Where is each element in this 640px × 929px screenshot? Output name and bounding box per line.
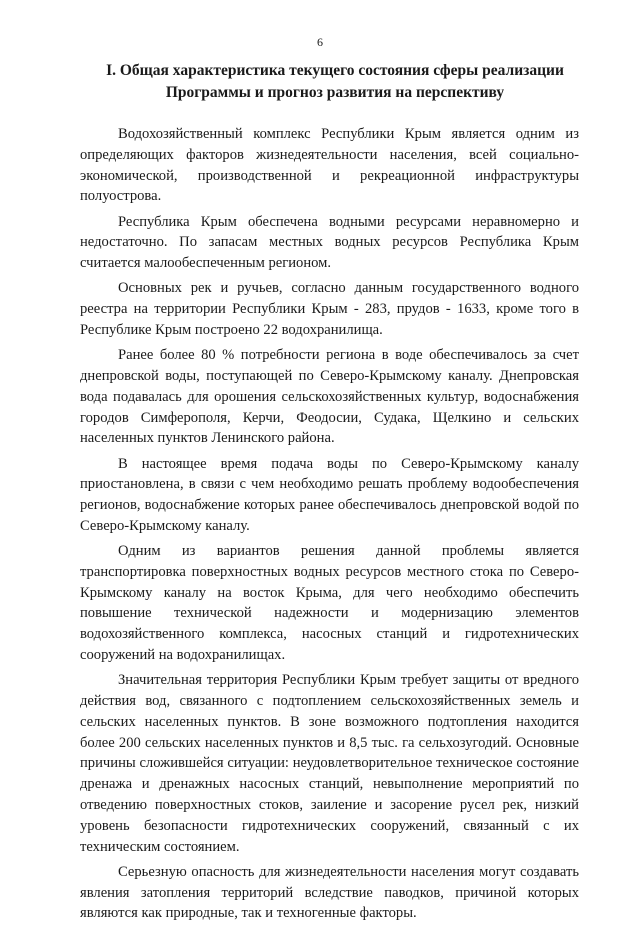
- document-body: [80, 124, 579, 929]
- paragraph-dnieper-water: Ранее более 80 % потребности региона в воде обеспечивалось за счет днепровской воды, поступающей по Северо-Крымскому каналу. Днепровская вода подавалась для орошения сельскохозяйственных культур, водоснабжения городов Симферополя, Керчи, Феодосии, Судака, Щелкино и сельских населенных пунктов Ленинского района.: [80, 347, 579, 447]
- paragraph-water-resources: Республика Крым обеспечена водными ресурсами неравномерно и недостаточно. По запасам местных водных ресурсов Республика Крым считается малообеспеченным регионом.: [80, 213, 579, 272]
- section-heading-line-1: I. Общая характеристика текущего состояния сферы реализации: [106, 62, 564, 79]
- paragraph-flooding-protection: Значительная территория Республики Крым требует защиты от вредного действия вод, связанного с подтоплением сельскохозяйственных земель и сельских населенных пунктов. В зоне возможного подтопления находится более 200 сельских населенных пунктов и 8,5 тыс. га сельхозугодий. Основные причины сложившейся ситуации: неудовлетворительное техническое состояние дренажа и дренажных насосных станций, невыполнение мероприятий по отведению поверхностных стоков, заиление и засорение русел рек, низкий уровень безопасности гидротехнических сооружений, связанный с их техническим состоянием.: [80, 672, 579, 855]
- paragraph-flood-danger: Серьезную опасность для жизнедеятельности населения могут создавать явления затопления территорий вследствие паводков, причиной которых являются как природные, так и техногенные факторы.: [80, 863, 579, 922]
- section-heading-line-2: Программы и прогноз развития на перспективу: [165, 84, 505, 101]
- paragraph-rivers-reservoirs: Основных рек и ручьев, согласно данным государственного водного реестра на территории Республики Крым - 283, прудов - 1633, кроме того в Республике Крым построено 22 водохранилища.: [80, 280, 579, 338]
- paragraph-water-complex: Водохозяйственный комплекс Республики Крым является одним из определяющих факторов жизнедеятельности населения, всей социально-экономической, производственной и рекреационной инфраструктуры полуострова.: [80, 126, 579, 205]
- paragraph-canal-suspended: В настоящее время подача воды по Северо-Крымскому каналу приостановлена, в связи с чем необходимо решать проблему водообеспечения регионов, водоснабжение которых ранее обеспечивалось днепровской водой по Северо-Крымскому каналу.: [80, 455, 579, 534]
- page-number: 6: [317, 35, 323, 49]
- paragraph-solution-options: Одним из вариантов решения данной проблемы является транспортировка поверхностных водных ресурсов местного стока по Северо-Крымскому каналу на восток Крыма, для чего необходимо обеспечить повышение технической надежности и модернизацию элементов водохозяйственного комплекса, насосных станций и гидротехнических сооружений на водохранилищах.: [80, 543, 579, 664]
- section-heading: [80, 60, 590, 104]
